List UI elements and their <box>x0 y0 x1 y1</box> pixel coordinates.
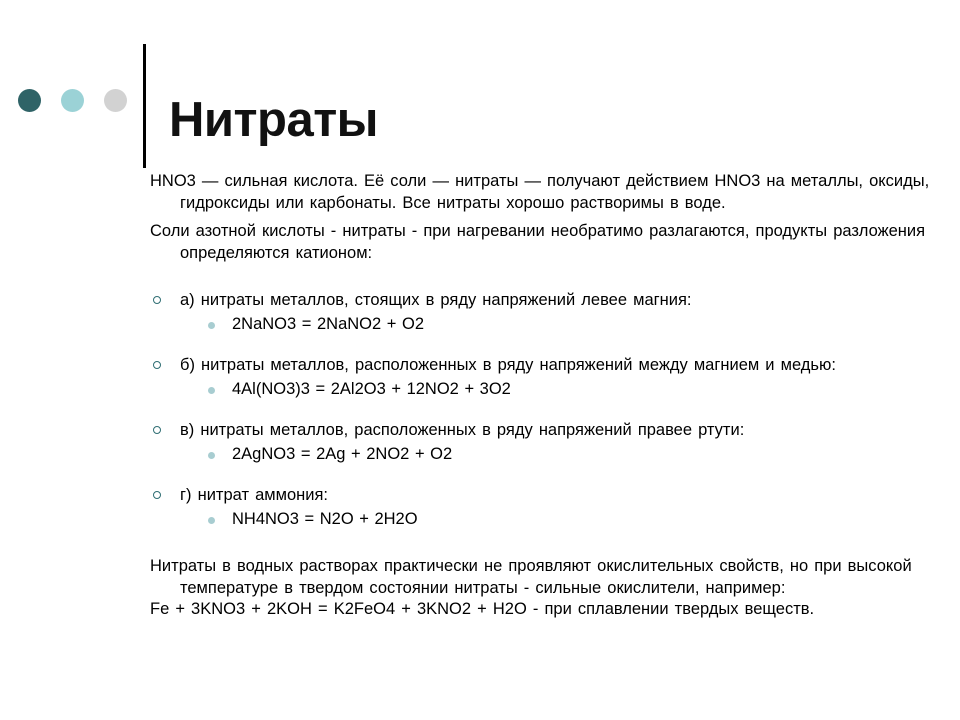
list-item-equation <box>0 509 960 531</box>
group-v-label: в) нитраты металлов, расположенных в ряду напряжений правее ртути: <box>180 421 745 439</box>
slide-body <box>0 168 960 621</box>
list-item-equation <box>0 379 960 401</box>
page-title: Нитраты <box>169 92 379 147</box>
group-a-label-row <box>0 290 960 312</box>
bullet-dot-icon <box>208 517 215 524</box>
group-b-label-row <box>0 355 960 377</box>
bullet-ring-icon <box>153 426 161 434</box>
group-g-equation: NH4NO3 = N2O + 2H2O <box>232 509 418 528</box>
group-g-equations <box>0 509 960 531</box>
final-equation: Fe + 3KNO3 + 2KOH = K2FeO4 + 3KNO2 + H2O - при сплавлении твердых веществ. <box>150 600 815 618</box>
group-v-equations <box>0 444 960 466</box>
bullet-dot-icon <box>208 452 215 459</box>
list-item-group-a <box>0 290 960 335</box>
nitrate-groups-list <box>0 290 960 530</box>
decor-dot-2 <box>61 89 84 112</box>
closing-block <box>0 556 960 621</box>
decor-dot-1 <box>18 89 41 112</box>
group-b-equations <box>0 379 960 401</box>
slide-header <box>0 0 960 168</box>
closing-paragraph: Нитраты в водных растворах практически не проявляют окислительных свойств, но при высокой температуре в твердом состоянии нитраты - сильные окислители, например: <box>150 557 912 597</box>
group-b-label: б) нитраты металлов, расположенных в ряду напряжений между магнием и медью: <box>180 356 836 374</box>
bullet-dot-icon <box>208 387 215 394</box>
intro-paragraph: HNO3 — сильная кислота. Её соли — нитраты — получают действием HNO3 на металлы, оксиды, гидроксиды или карбонаты. Все нитраты хорошо растворимы в воде. <box>150 172 930 212</box>
group-v-equation: 2AgNO3 = 2Ag + 2NO2 + O2 <box>232 444 453 463</box>
list-item-equation <box>0 444 960 466</box>
list-item-equation <box>0 314 960 336</box>
decorative-dots <box>18 89 127 112</box>
group-a-label: а) нитраты металлов, стоящих в ряду напряжений левее магния: <box>180 291 692 309</box>
group-g-label-row <box>0 485 960 507</box>
title-divider-rule <box>143 44 146 168</box>
bullet-ring-icon <box>153 491 161 499</box>
bullet-ring-icon <box>153 296 161 304</box>
decor-dot-3 <box>104 89 127 112</box>
list-item-group-g <box>0 485 960 530</box>
bullet-dot-icon <box>208 322 215 329</box>
group-a-equation: 2NaNO3 = 2NaNO2 + O2 <box>232 314 425 333</box>
group-b-equation: 4Al(NO3)3 = 2Al2O3 + 12NO2 + 3O2 <box>232 379 511 398</box>
bullet-ring-icon <box>153 361 161 369</box>
group-a-equations <box>0 314 960 336</box>
decomposition-paragraph: Соли азотной кислоты - нитраты - при нагревании необратимо разлагаются, продукты разложения определяются катионом: <box>150 222 926 262</box>
group-g-label: г) нитрат аммония: <box>180 486 329 504</box>
list-item-group-b <box>0 355 960 400</box>
group-v-label-row <box>0 420 960 442</box>
list-item-group-v <box>0 420 960 465</box>
